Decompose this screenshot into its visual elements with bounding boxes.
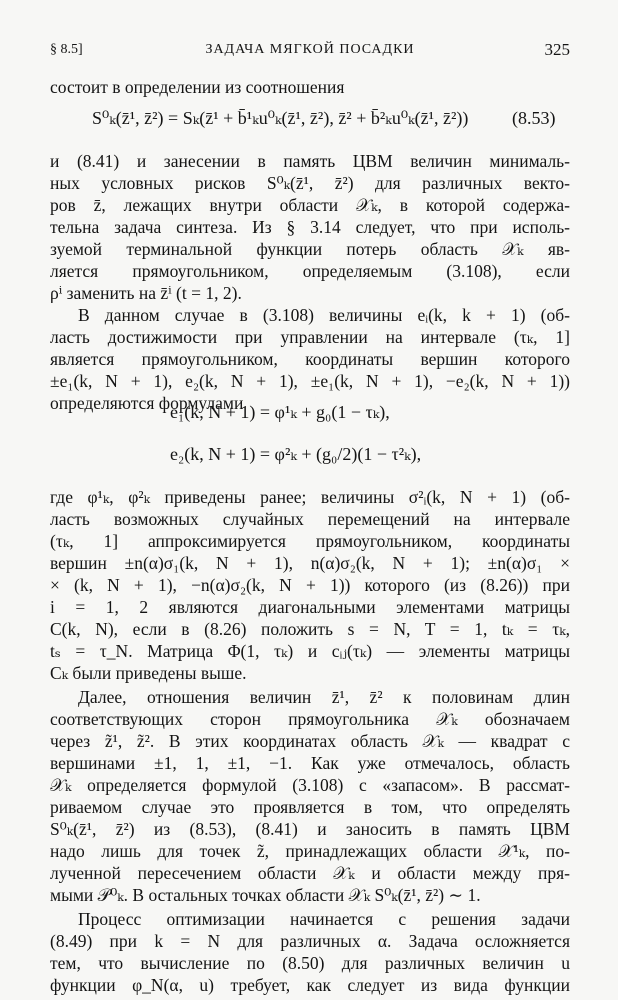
text-line: где φ¹ₖ, φ²ₖ приведены ранее; величины σ²ᵢ(k, N + 1) (об- [50, 487, 570, 507]
text-line: соответствующих сторон прямоугольника 𝒳ₖ обозначаем [50, 709, 570, 729]
equation-number: (8.53) [512, 108, 556, 128]
formula-e1: e₁(k, N + 1) = φ¹ₖ + g₀(1 − τₖ), [170, 402, 390, 422]
text-line: и (8.41) и занесении в память ЦВМ величин минималь- [50, 151, 570, 171]
text-line: вершин ±n(α)σ₁(k, N + 1), n(α)σ₂(k, N + 1); ±n(α)σ₁ × [50, 553, 570, 573]
text-line: ±e₁(k, N + 1), e₂(k, N + 1), ±e₁(k, N + 1), −e₂(k, N + 1)) [50, 371, 570, 391]
text-line: ров z̄, лежащих внутри области 𝒳ₖ, в которой содержа- [50, 195, 570, 215]
section-ref: § 8.5] [50, 42, 83, 57]
text-line: через z̃¹, z̃². В этих координатах область 𝒳ₖ — квадрат с [50, 731, 570, 751]
text-line: (8.49) при k = N для различных α. Задача осложняется [50, 931, 570, 951]
text-line: тельна задача синтеза. Из § 3.14 следует, что при исполь- [50, 217, 570, 237]
text-line: S⁰ₖ(z̄¹, z̄²) из (8.53), (8.41) и заносить в память ЦВМ [50, 819, 570, 839]
text-line: функции φ_N(α, u) требует, как следует из вида функции [50, 975, 570, 995]
formula-e2: e₂(k, N + 1) = φ²ₖ + (g₀/2)(1 − τ²ₖ), [170, 444, 422, 464]
text-line: Далее, отношения величин z̄¹, z̄² к половинам длин [78, 687, 570, 707]
text-line: является прямоугольником, координаты вершин которого [50, 349, 570, 369]
text-line: тем, что вычисление по (8.50) для различных величин u [50, 953, 570, 973]
text-line: ρⁱ заменить на z̄ⁱ (t = 1, 2). [50, 283, 242, 303]
text-line: 𝒳ₖ определяется формулой (3.108) с «запасом». В рассмат- [50, 775, 570, 795]
text-line: зуемой терминальной функции потерь область 𝒳ₖ яв- [50, 239, 570, 259]
text-line: Cₖ были приведены выше. [50, 663, 247, 683]
text-line: вершинами ±1, 1, ±1, −1. Как уже отмечалось, область [50, 753, 570, 773]
page-number: 325 [544, 40, 570, 59]
text-line: ласть возможных случайных перемещений на интервале [50, 509, 570, 529]
text-line: ляется прямоугольником, определяемым (3.108), если [50, 261, 570, 281]
text-line: риваемом случае это проявляется в том, что определять [50, 797, 570, 817]
text-line: ласть достижимости при управлении на интервале (τₖ, 1] [50, 327, 570, 347]
text-line: Процесс оптимизации начинается с решения задачи [78, 909, 570, 929]
text-line: C(k, N), если в (8.26) положить s = N, T = 1, tₖ = τₖ, [50, 619, 570, 639]
text-line: надо лишь для точек z̃, принадлежащих области 𝒳¹ₖ, по- [50, 841, 570, 861]
text-line: i = 1, 2 являются диагональными элементами матрицы [50, 597, 570, 617]
equation-8-53: S⁰ₖ(z̄¹, z̄²) = Sₖ(z̄¹ + b̄¹ₖu⁰ₖ(z̄¹, z̄²), z̄² + b̄²ₖu⁰ₖ(z̄¹, z̄²)) [92, 108, 469, 128]
running-header [50, 40, 570, 62]
text-line: tₛ = τ_N. Матрица Φ(1, τₖ) и cᵢⱼ(τₖ) — элементы матрицы [50, 641, 570, 661]
text-line: лученной пересечением области 𝒳ₖ и области между пря- [50, 863, 570, 883]
text-line: В данном случае в (3.108) величины eᵢ(k, k + 1) (об- [78, 305, 570, 325]
text-line: определяются формулами [50, 393, 244, 413]
chapter-title: ЗАДАЧА МЯГКОЙ ПОСАДКИ [205, 42, 415, 57]
text-line: (τₖ, 1] аппроксимируется прямоугольником, координаты [50, 531, 570, 551]
text-line: × (k, N + 1), −n(α)σ₂(k, N + 1)) которого (из (8.26)) при [50, 575, 570, 595]
text-line: ных условных рисков S⁰ₖ(z̄¹, z̄²) для различных векто- [50, 173, 570, 193]
text-line: состоит в определении из соотношения [50, 77, 345, 97]
text-line: мыми 𝒫⁰ₖ. В остальных точках области 𝒳ₖ S⁰ₖ(z̄¹, z̄²) ∼ 1. [50, 885, 481, 905]
